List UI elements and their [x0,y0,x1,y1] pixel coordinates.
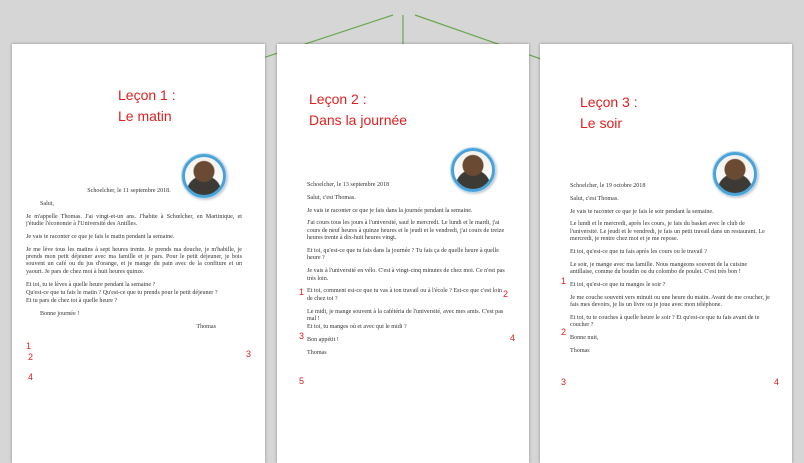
question-number: 2 [28,352,34,362]
question-number: 1 [561,276,567,286]
letter-closing: Bonne journée ! [40,311,80,318]
letter-question: Et toi, tu te couches à quelle heure le soir ? Et qu'est-ce que tu fais avant de te coucher ? [570,315,760,329]
lesson-2-heading [309,89,407,131]
document-page-lesson-1[interactable] [12,44,265,463]
letter-question: Et toi, tu manges où et avec qui le midi ? [307,324,407,331]
letter-greeting: Salut, c'est Thomas. [307,194,356,201]
letter-body [26,188,256,337]
question-number: 3 [299,331,305,341]
letter-paragraph: Je vais te raconter ce que je fais le soir pendant la semaine. [570,208,714,215]
question-number: 1 [299,287,305,297]
document-page-lesson-3[interactable] [540,44,792,463]
lesson-title: Leçon 1 : [118,87,176,103]
letter-question: Et toi, qu'est-ce que tu fais dans la journée ? Tu fais ça de quelle heure à quelle heure ? [307,248,499,262]
letter-date: Schoelcher, le 11 septembre 2018. [87,188,171,194]
lesson-subtitle: Dans la journée [309,112,408,128]
letter-paragraph: Je me lève tous les matins à sept heures trente. Je prends ma douche, je m'habille, je prends mon petit déjeuner avec ma famille et je pars. Pour le petit déjeuner, je bois souvent un café ou du jus d'orange, et je mange du pain avec de la confiture et un yaourt. Je pars de chez moi à huit heures quinze. [26,246,242,275]
letter-question: Et tu pars de chez toi à quelle heure ? [26,298,118,305]
question-number: 3 [246,349,252,359]
letter-paragraph: J'ai cours tous les jours à l'université, sauf le mercredi. Le lundi et le mardi, j'ai cours de neuf heures à quinze heures et le jeudi et le vendredi, j'ai cours de treize heures trente à dix-huit heures vingt. [307,220,505,242]
letter-question: Et toi, qu'est-ce que tu manges le soir ? [570,282,666,288]
letter-body [570,183,785,361]
letter-closing: Bonne nuit, [570,335,599,342]
question-number: 1 [26,341,32,351]
letter-paragraph: Je vais te raconter ce que je fais le matin pendant la semaine. [26,233,175,240]
letter-date: Schoelcher, le 13 septembre 2018 [307,182,390,188]
letter-question: Et toi, tu te lèves à quelle heure pendant la semaine ? [26,281,156,288]
letter-paragraph: Je me couche souvent vers minuit ou une heure du matin. Avant de me coucher, je fais mes devoirs, je lis un livre ou je joue avec mon téléphone. [570,294,770,309]
lesson-3-heading [580,92,638,134]
letter-greeting: Salut, [40,200,55,207]
lesson-subtitle: Le matin [118,108,172,124]
lesson-subtitle: Le soir [580,115,623,131]
question-number: 4 [28,372,34,382]
question-number: 3 [561,377,567,387]
lesson-title: Leçon 3 : [580,94,638,110]
question-number: 4 [774,377,780,387]
letter-paragraph: Le soir, je mange avec ma famille. Nous mangeons souvent de la cuisine antillaise, comme du boudin ou du colombo de poulet. C'est très bon ! [570,261,748,276]
question-number: 4 [510,333,516,343]
question-number: 5 [299,376,305,386]
letter-signature: Thomas [196,324,216,331]
letter-signature: Thomas [570,348,590,354]
letter-paragraph: Je vais te raconter ce que je fais dans la journée pendant la semaine. [307,207,473,214]
letter-paragraph: Je m'appelle Thomas. J'ai vingt-et-un ans. J'habite à Schœlcher, en Martinique, et j'étudie l'économie à l'Université des Antilles. [26,213,242,227]
letter-signature: Thomas [307,350,327,357]
letter-question: Qu'est-ce que tu fais le matin ? Qu'est-ce que tu prends pour le petit déjeuner ? [26,290,218,297]
lesson-1-heading [118,85,176,127]
letter-question: Et toi, comment est-ce que tu vas à ton travail ou à l'école ? Est-ce que c'est loin de chez toi ? [307,288,503,302]
letter-closing: Bon appétit ! [307,337,339,344]
letter-body [307,182,522,363]
question-number: 2 [561,327,567,337]
letter-paragraph: Le lundi et le mercredi, après les cours, je fais du basket avec le club de l'université. Le jeudi et le vendredi, je fais un petit travail dans un restaurant. Le mercredi, je rentre chez moi et je me repose. [570,221,765,243]
lesson-title: Leçon 2 : [309,91,367,107]
letter-greeting: Salut, c'est Thomas. [570,195,619,202]
letter-question: Et toi, qu'est-ce que tu fais après les cours ou le travail ? [570,249,707,255]
document-page-lesson-2[interactable] [277,44,529,463]
letter-paragraph: Je vais à l'université en vélo. C'est à vingt-cinq minutes de chez moi. Ce n'est pas très loin. [307,268,505,282]
letter-paragraph: Le midi, je mange souvent à la cafétéria de l'université, avec mes amis. C'est pas mal ! [307,308,504,323]
letter-date: Schoelcher, le 19 octobre 2018 [570,183,646,189]
question-number: 2 [503,289,509,299]
